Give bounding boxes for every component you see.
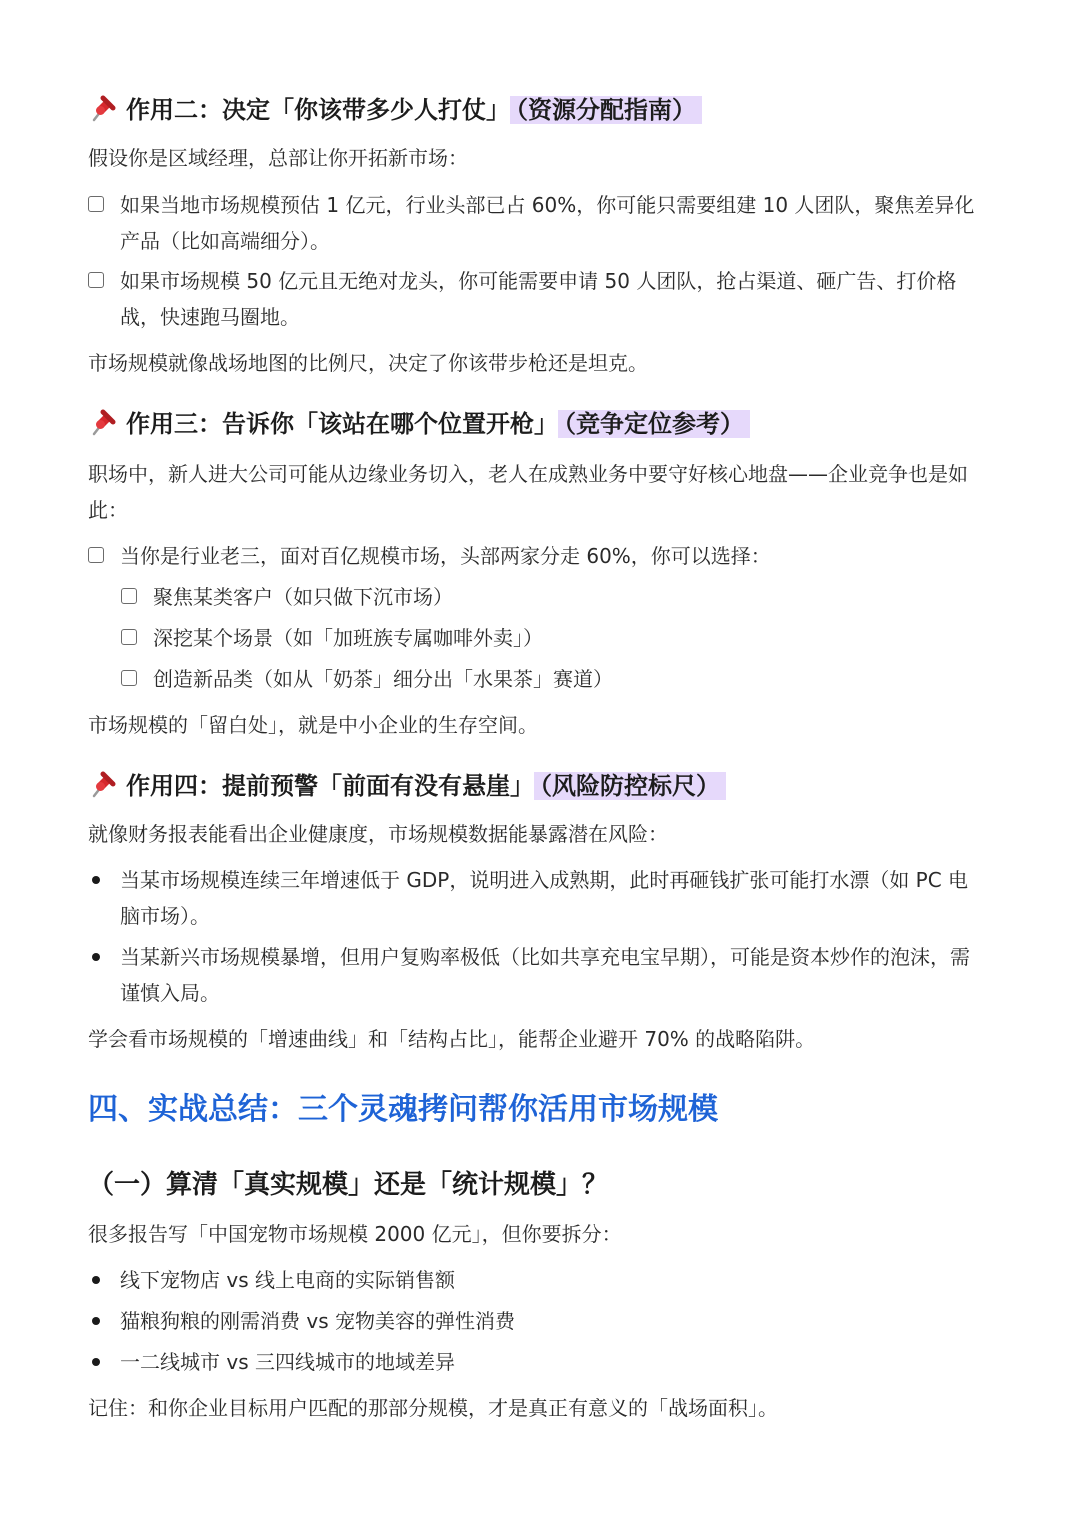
pushpin-icon [88, 93, 118, 123]
bullet-icon [92, 953, 100, 961]
checklist-item-text: 当你是行业老三，面对百亿规模市场，头部两家分走 60%，你可以选择： [120, 544, 771, 568]
checklist-subitem [153, 620, 973, 656]
subsection-heading: （一）算清「真实规模」还是「统计规模」？ [88, 1170, 609, 1200]
section-heading-role3 [88, 407, 750, 441]
bullet-icon [92, 1317, 100, 1325]
pushpin-icon [88, 769, 118, 799]
paragraph: 记住：和你企业目标用户匹配的那部分规模，才是真正有意义的「战场面积」。 [88, 1396, 778, 1420]
bullet-item [120, 1303, 982, 1339]
section-heading-role4 [88, 769, 726, 803]
pushpin-icon [88, 407, 118, 437]
checkbox[interactable] [121, 629, 137, 645]
bullet-item [120, 1344, 982, 1380]
checklist-item-text: 创造新品类（如从「奶茶」细分出「水果茶」赛道） [153, 667, 613, 691]
checklist-item [120, 263, 982, 335]
checklist-item-text: 聚焦某类客户（如只做下沉市场） [153, 585, 453, 609]
checklist-subitem [153, 579, 973, 615]
section-tag-highlight: （竞争定位参考） [558, 410, 750, 438]
bullet-item [120, 1262, 982, 1298]
checkbox[interactable] [88, 196, 104, 212]
section-title: 作用二：决定「你该带多少人打仗」 [126, 96, 510, 124]
paragraph: 职场中，新人进大公司可能从边缘业务切入，老人在成熟业务中要守好核心地盘——企业竞争也是如此： [88, 462, 968, 522]
section-title: 作用四：提前预警「前面有没有悬崖」 [126, 772, 534, 800]
chapter-heading: 四、实战总结：三个灵魂拷问帮你活用市场规模 [88, 1092, 718, 1127]
section-title: 作用三：告诉你「该站在哪个位置开枪」 [126, 410, 558, 438]
bullet-item-text: 一二线城市 vs 三四线城市的地域差异 [120, 1350, 455, 1374]
bullet-icon [92, 1358, 100, 1366]
checkbox[interactable] [88, 272, 104, 288]
section-tag-highlight: （资源分配指南） [510, 96, 702, 124]
paragraph: 很多报告写「中国宠物市场规模 2000 亿元」，但你要拆分： [88, 1222, 622, 1246]
checklist-item-text: 深挖某个场景（如「加班族专属咖啡外卖」） [153, 626, 543, 650]
bullet-icon [92, 876, 100, 884]
bullet-item [120, 939, 982, 1011]
section-heading-role2 [88, 93, 702, 127]
paragraph: 市场规模就像战场地图的比例尺，决定了你该带步枪还是坦克。 [88, 351, 648, 375]
bullet-item-text: 猫粮狗粮的刚需消费 vs 宠物美容的弹性消费 [120, 1309, 515, 1333]
checklist-item [120, 187, 982, 259]
checklist-subitem [153, 661, 973, 697]
section-tag-highlight: （风险防控标尺） [534, 772, 726, 800]
checkbox[interactable] [121, 588, 137, 604]
bullet-icon [92, 1276, 100, 1284]
bullet-item-text: 线下宠物店 vs 线上电商的实际销售额 [120, 1268, 455, 1292]
paragraph: 学会看市场规模的「增速曲线」和「结构占比」，能帮企业避开 70% 的战略陷阱。 [88, 1027, 816, 1051]
bullet-item-text: 当某市场规模连续三年增速低于 GDP，说明进入成熟期，此时再砸钱扩张可能打水漂（如 PC 电脑市场）。 [120, 868, 969, 928]
bullet-item-text: 当某新兴市场规模暴增，但用户复购率极低（比如共享充电宝早期），可能是资本炒作的泡沫，需谨慎入局。 [120, 945, 970, 1005]
checkbox[interactable] [121, 670, 137, 686]
checkbox[interactable] [88, 547, 104, 563]
bullet-item [120, 862, 982, 934]
paragraph: 假设你是区域经理，总部让你开拓新市场： [88, 146, 468, 170]
paragraph: 市场规模的「留白处」，就是中小企业的生存空间。 [88, 713, 538, 737]
paragraph: 就像财务报表能看出企业健康度，市场规模数据能暴露潜在风险： [88, 822, 668, 846]
checklist-item-text: 如果当地市场规模预估 1 亿元，行业头部已占 60%，你可能只需要组建 10 人团队，聚焦差异化产品（比如高端细分）。 [120, 193, 975, 253]
checklist-item-text: 如果市场规模 50 亿元且无绝对龙头，你可能需要申请 50 人团队，抢占渠道、砸广告、打价格战，快速跑马圈地。 [120, 269, 957, 329]
checklist-item [120, 538, 982, 574]
